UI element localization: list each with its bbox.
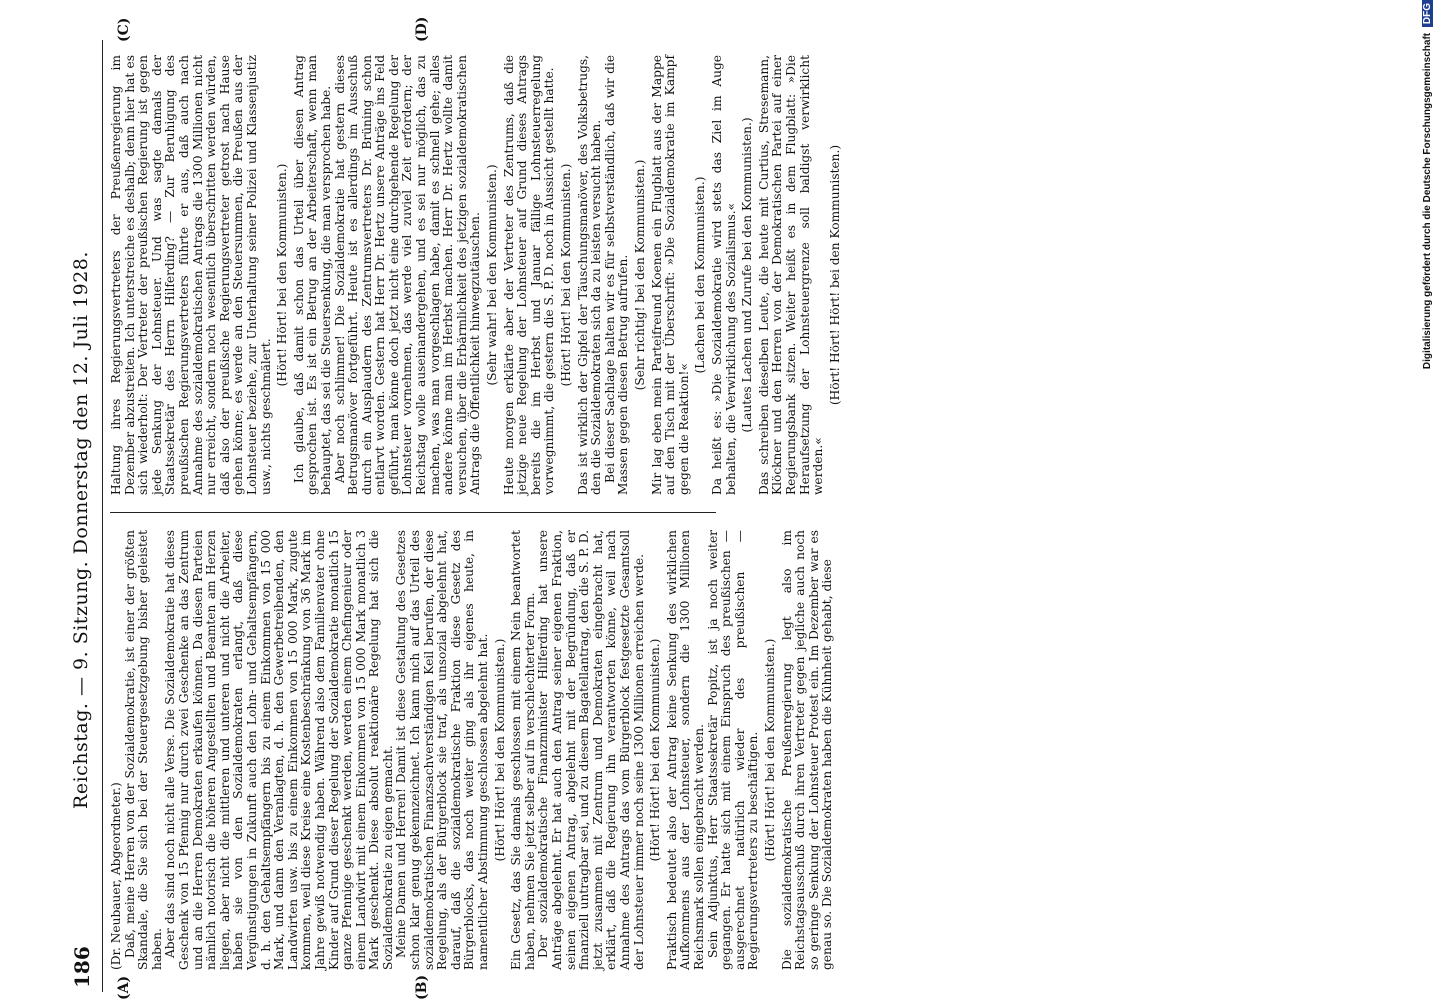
margin-marker-c: (C) <box>116 17 132 42</box>
interjection: (Hört! Hört! bei den Kommunisten.) <box>559 163 573 387</box>
paragraph: Der sozialdemokratische Finanzminister Hilferding hat unsere Anträge abgelehnt. Er hat auch den Antrag seiner eigenen Fraktion, seinen eigenen Antrag, abgelehnt mit der Begründung, daß er finanziell untragbar sei, und zu diesem Bagatellantrag, den die S. P. D. jetzt zusammen mit Zentrum und Demokraten eingebracht hat, erklärt, daß die Regierung ihn verantworten könne, weil nach Annahme des Antrags das vom Bürgerblock festgesetzte Gesamtsoll der Lohnsteuer immer noch seine 1300 Millionen erreichen werde. <box>536 530 646 970</box>
paragraph: Bei dieser Sachlage halten wir es für selbstverständlich, daß wir die Massen gegen diesen Betrug aufrufen. <box>602 55 631 495</box>
paragraph: Aber das sind noch nicht alle Verse. Die Sozialdemokratie hat dieses Geschenk von 15 Pfennig nur durch zwei Geschenke an das Zentrum und an die Herren Demokraten erkaufen können. Da diesen Parteien nämlich notorisch die höheren Angestellten und Beamten am Herzen liegen, aber nicht die mittleren und unteren und nicht die Arbeiter, haben sie von den Sozialdemokraten erlangt, daß diese Vergünstigungen in Zukunft auch den Lohn- und Gehaltsempfängern, d. h. den Gehaltsempfängern bis zu einem Einkommen von 15 000 Mark, und dann den Veranlagten, d. h. den Gewerbetreibenden, den Landwirten usw. bis zu einem Einkommen von 15 000 Mark, zugute kommen, weil diese Kreise eine Kostenbeschränkung von 36 Mark im Jahre gewiß notwendig haben. Während also dem Familienvater ohne Kinder auf Grund dieser Regelung der Sozialdemokratie monatlich 15 ganze Pfennige geschenkt werden, werden einem Chefingenieur oder einem Landwirt mit einem Einkommen von 15 000 Mark monatlich 3 Mark geschenkt. Diese absolut reaktionäre Regelung hat sich die Sozialdemokratie zu eigen gemacht. <box>163 530 395 970</box>
right-column <box>109 55 842 495</box>
digitization-credit <box>1422 0 1434 1000</box>
margin-marker-a: (A) <box>116 975 132 1000</box>
document-page <box>64 0 842 1000</box>
credit-text: Digitalisierung gefördert durch die Deutsche Forschungsgemeinschaft <box>1422 32 1433 370</box>
interjection: (Lachen bei den Kommunisten.) <box>693 176 708 374</box>
paragraph: Praktisch bedeutet also der Antrag keine Senkung des wirklichen Aufkommens aus der Lohnsteuer, sondern die 1300 Millionen Reichsmark sollen eingebracht werden. <box>664 530 706 970</box>
margin-marker-d: (D) <box>414 16 430 42</box>
paragraph: Das ist wirklich der Gipfel der Täuschungsmanöver, des Volksbetrugs, den die Sozialdemokraten sich da zu leisten versucht haben. <box>575 55 604 495</box>
paragraph: Das schreiben dieselben Leute, die heute mit Curtius, Stresemann, Klöckner und den Herren von der Demokratischen Partei auf einer Regierungsbank sitzen. Weiter heißt es in dem Flugblatt: »Die Heraufsetzung der Lohnsteuergrenze soll baldigst verwirklicht werden.« <box>756 55 826 495</box>
paragraph: Heute morgen erklärte aber der Vertreter des Zentrums, daß die jetzige neue Regelung der Lohnsteuer auf Grund dieses Antrags bereits die im Herbst und Januar fällige Lohnsteuerregelung vorwegnimmt, die gestern die S. P. D. noch in Aussicht gestellt hatte. <box>501 55 557 495</box>
running-header <box>64 60 102 1000</box>
paragraph: Meine Damen und Herren! Damit ist diese Gestaltung des Gesetzes schon klar genug gekennzeichnet. Ich kann mich auf das Urteil des sozialdemokratischen Finanzsachverständigen Keil berufen, der diese Regelung, als der Bürgerblock sie traf, als unsozial abgelehnt hat, darauf, daß die sozialdemokratische Fraktion diese Gesetz des Bürgerblocks, das noch weiter ging als ihr eigenes heute, in namentlicher Abstimmung geschlossen abgelehnt hat. <box>394 530 491 970</box>
interjection: (Hört! Hört! Hört! bei den Kommunisten.) <box>827 144 842 406</box>
paragraph: Daß, meine Herren von der Sozialdemokratie, ist einer der größten Skandale, die Sie sich bei der Steuergesetzgebung bisher geleistet haben. <box>122 530 164 970</box>
paragraph: Da heißt es: »Die Sozialdemokratie wird stets das Ziel im Auge behalten, die Verwirklichung des Sozialismus.« <box>709 55 738 495</box>
interjection: (Hört! Hört! bei den Kommunisten.) <box>762 638 777 862</box>
column-rule <box>110 512 716 513</box>
page-number: 186 <box>70 946 94 988</box>
header-rule <box>102 40 103 992</box>
interjection: (Hört! Hört! bei den Kommunisten.) <box>648 638 663 862</box>
interjection: (Hört! Hört! bei den Kommunisten.) <box>492 638 507 862</box>
paragraph: Sein Adjunktus, Herr Staatssekretär Popitz, ist ja noch weiter gegangen. Er hatte sich mit einem Einspruch des preußischen — ausgerechnet natürlich wieder des preußischen — Regierungsvertreters zu beschäftigen. <box>705 530 761 970</box>
paragraph: Ein Gesetz, das Sie damals geschlossen mit einem Nein beantwortet haben, nehmen Sie jetzt selber auf in verschlechterter Form. <box>509 530 537 970</box>
dfg-logo: DFG <box>1422 0 1433 27</box>
interjection: (Sehr richtig! bei den Kommunisten.) <box>632 159 647 391</box>
paragraph: Aber noch schlimmer! Die Sozialdemokratie hat gestern dieses Betrugsmanöver fortgeführt. Heute ist es allerdings im Ausschuß durch ein Ausplaudern des Zentrumsvertreters Dr. Brüning schon entlarvt worden. Gestern hat Herr Dr. Hertz unsere Anträge ins Feld geführt, man könne doch jetzt nicht eine durchgehende Regelung der Lohnsteuer vornehmen, das werde viel zuviel Zeit erfordern; der Reichstag wolle auseinandergehen, und es sei nur möglich, das zu machen, was man vorgeschlagen habe, damit es schnell gehe; alles andere könne man im Herbst machen. Herr Dr. Hertz wollte damit versuchen, über die Erbärmlichkeit des jetzigen sozialdemokratischen Antrags die Öffentlichkeit hinwegzutäuschen. <box>332 55 483 495</box>
paragraph: Die sozialdemokratische Preußenregierung legt also im Reichstagsausschuß durch ihren Vertreter gegen jegliche auch noch so geringe Senkung der Lohnsteuer Protest ein. Im Dezember war es genau so. Die Sozialdemokraten haben die Kühnheit gehabt, diese <box>779 530 835 970</box>
interjection: (Lautes Lachen und Zurufe bei den Kommunisten.) <box>740 117 755 433</box>
paragraph: Ich glaube, daß damit schon das Urteil über diesen Antrag gesprochen ist. Es ist ein Betrug an der Arbeiterschaft, wenn man behauptet, das sei die Steuersenkung, die man versprochen habe. <box>291 55 333 495</box>
paragraph: Mir lag eben mein Parteifreund Koenen ein Flugblatt aus der Mappe auf den Tisch mit der Überschrift: »Die Sozialdemokratie im Kampf gegen die Reaktion!« <box>649 55 691 495</box>
margin-marker-b: (B) <box>414 974 430 1000</box>
left-column <box>109 530 835 970</box>
running-title: Reichstag. — 9. Sitzung. Donnerstag den 12. Juli 1928. <box>70 251 92 809</box>
paragraph: Haltung ihres Regierungsvertreters der Preußenregierung im Dezember abzustreiten. Ich unterstreiche es deshalb; denn hier hat es sich wiederholt: Der Vertreter der preußischen Regierung ist gegen jede Senkung der Lohnsteuer. Und was sagte damals der Staatssekretär des Herrn Hilferding? — Zur Beruhigung des preußischen Regierungsvertreters führte er aus, daß auch nach Annahme des sozialdemokratischen Antrags die 1300 Millionen nicht nur erreicht, sondern noch wesentlich überschritten werden würden, daß also der preußische Regierungsvertreter getrost nach Hause gehen könne; es werde an den Steuersummen, die Preußen aus der Lohnsteuer beziehe, zur Unterhaltung seiner Polizei und Klassenjustiz usw., nichts geschmälert. <box>109 55 273 495</box>
interjection: (Sehr wahr! bei den Kommunisten.) <box>485 164 500 386</box>
interjection: (Hört! Hört! bei den Kommunisten.) <box>275 163 290 387</box>
paragraph: (Dr. Neubauer, Abgeordneter.) <box>109 782 123 970</box>
